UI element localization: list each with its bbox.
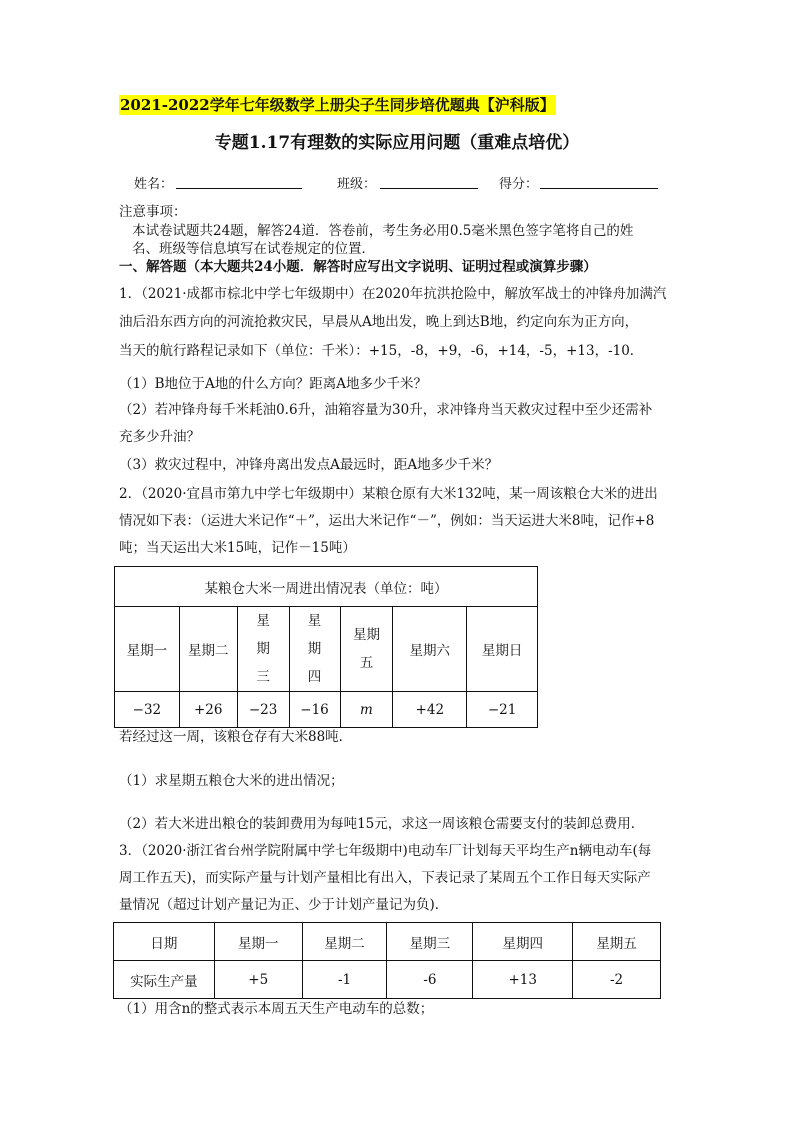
question-text: 若经过这一周，该粮仓存有大米88吨． — [119, 729, 353, 745]
header-highlight: 2021-2022学年七年级数学上册尖子生同步培优题典【沪科版】 — [120, 96, 555, 114]
table-cell: +42 — [393, 692, 467, 728]
table-header-cell: 星期三 — [237, 607, 289, 692]
table-cell: −21 — [467, 692, 538, 728]
question-part: 充多少升油？ — [119, 429, 200, 445]
class-field[interactable] — [380, 188, 478, 189]
table-header-cell: 星期三 — [387, 923, 473, 961]
name-field[interactable] — [176, 188, 302, 189]
grain-table — [114, 566, 538, 728]
table-cell: −32 — [115, 692, 180, 728]
table-header-cell: 日期 — [114, 923, 215, 961]
question-part: （1）用含n的整式表示本周五天生产电动车的总数； — [119, 1001, 434, 1017]
score-field[interactable] — [540, 188, 658, 189]
notice-line: 本试卷试题共24题，解答24道．答卷前，考生务必用0.5毫米黑色签字笔将自己的姓 — [132, 223, 634, 239]
table-cell: −16 — [289, 692, 340, 728]
class-label: 班级： — [337, 177, 377, 192]
table-cell: +26 — [179, 692, 237, 728]
question-part: （1）求星期五粮仓大米的进出情况； — [119, 773, 344, 789]
table-caption: 某粮仓大米一周进出情况表（单位：吨） — [115, 567, 538, 607]
table-cell: +5 — [214, 961, 302, 999]
question-text: 吨；当天运出大米15吨，记作－15吨） — [119, 540, 356, 556]
name-label: 姓名： — [134, 177, 174, 192]
table-header-cell: 星期六 — [393, 607, 467, 692]
table-header-cell: 星期日 — [467, 607, 538, 692]
production-table — [113, 922, 661, 999]
table-cell: +13 — [473, 961, 573, 999]
table-cell: -6 — [387, 961, 473, 999]
question-text: 3．（2020·浙江省台州学院附属中学七年级期中)电动车厂计划每天平均生产n辆电动车(每 — [119, 843, 652, 859]
table-header-cell: 星期四 — [473, 923, 573, 961]
question-text: 油后沿东西方向的河流抢救灾民，早晨从A地出发，晚上到达B地，约定向东为正方向， — [119, 314, 639, 330]
question-text: 当天的航行路程记录如下（单位：千米）：+15，-8，+9，-6，+14，-5，+13，-10． — [119, 343, 644, 359]
question-part: （2）若冲锋舟每千米耗油0.6升，油箱容量为30升，求冲锋舟当天救灾过程中至少还需补 — [119, 402, 653, 418]
table-cell: −23 — [237, 692, 289, 728]
table-cell: -2 — [573, 961, 661, 999]
question-text: 情况如下表：（运进大米记作“＋”，运出大米记作“－”，例如：当天运进大米8吨，记作+8 — [119, 513, 655, 529]
table-header-cell: 星期二 — [302, 923, 387, 961]
student-info-row — [0, 173, 794, 193]
section-heading: 一、解答题（本大题共24小题．解答时应写出文字说明、证明过程或演算步骤） — [119, 259, 597, 275]
table-header-cell: 星期五 — [340, 607, 393, 692]
page-title: 专题1.17有理数的实际应用问题（重难点培优） — [214, 133, 580, 153]
notice-heading: 注意事项： — [119, 204, 187, 220]
question-part: （1）B地位于A地的什么方向？距离A地多少千米？ — [119, 376, 428, 392]
table-cell: m — [340, 692, 393, 728]
table-header-cell: 实际生产量 — [114, 961, 215, 999]
table-header-cell: 星期一 — [115, 607, 180, 692]
question-text: 周工作五天)，而实际产量与计划产量相比有出入，下表记录了某周五个工作日每天实际产 — [119, 870, 651, 886]
question-part: （2）若大米进出粮仓的装卸费用为每吨15元，求这一周该粮仓需要支付的装卸总费用． — [119, 816, 645, 832]
question-text: 2．（2020·宜昌市第九中学七年级期中）某粮仓原有大米132吨，某一周该粮仓大米的进出 — [119, 486, 658, 502]
score-label: 得分： — [499, 177, 539, 192]
question-text: 1．（2021·成都市棕北中学七年级期中）在2020年抗洪抢险中，解放军战士的冲锋舟加满汽 — [119, 286, 667, 302]
notice-line: 名、班级等信息填写在试卷规定的位置． — [132, 241, 375, 257]
question-part: （3）救灾过程中，冲锋舟离出发点A最远时，距A地多少千米？ — [119, 457, 499, 473]
question-text: 量情况（超过计划产量记为正、少于计划产量记为负)． — [119, 897, 449, 913]
table-header-cell: 星期四 — [289, 607, 340, 692]
table-header-cell: 星期五 — [573, 923, 661, 961]
table-header-cell: 星期一 — [214, 923, 302, 961]
table-cell: -1 — [302, 961, 387, 999]
table-header-cell: 星期二 — [179, 607, 237, 692]
